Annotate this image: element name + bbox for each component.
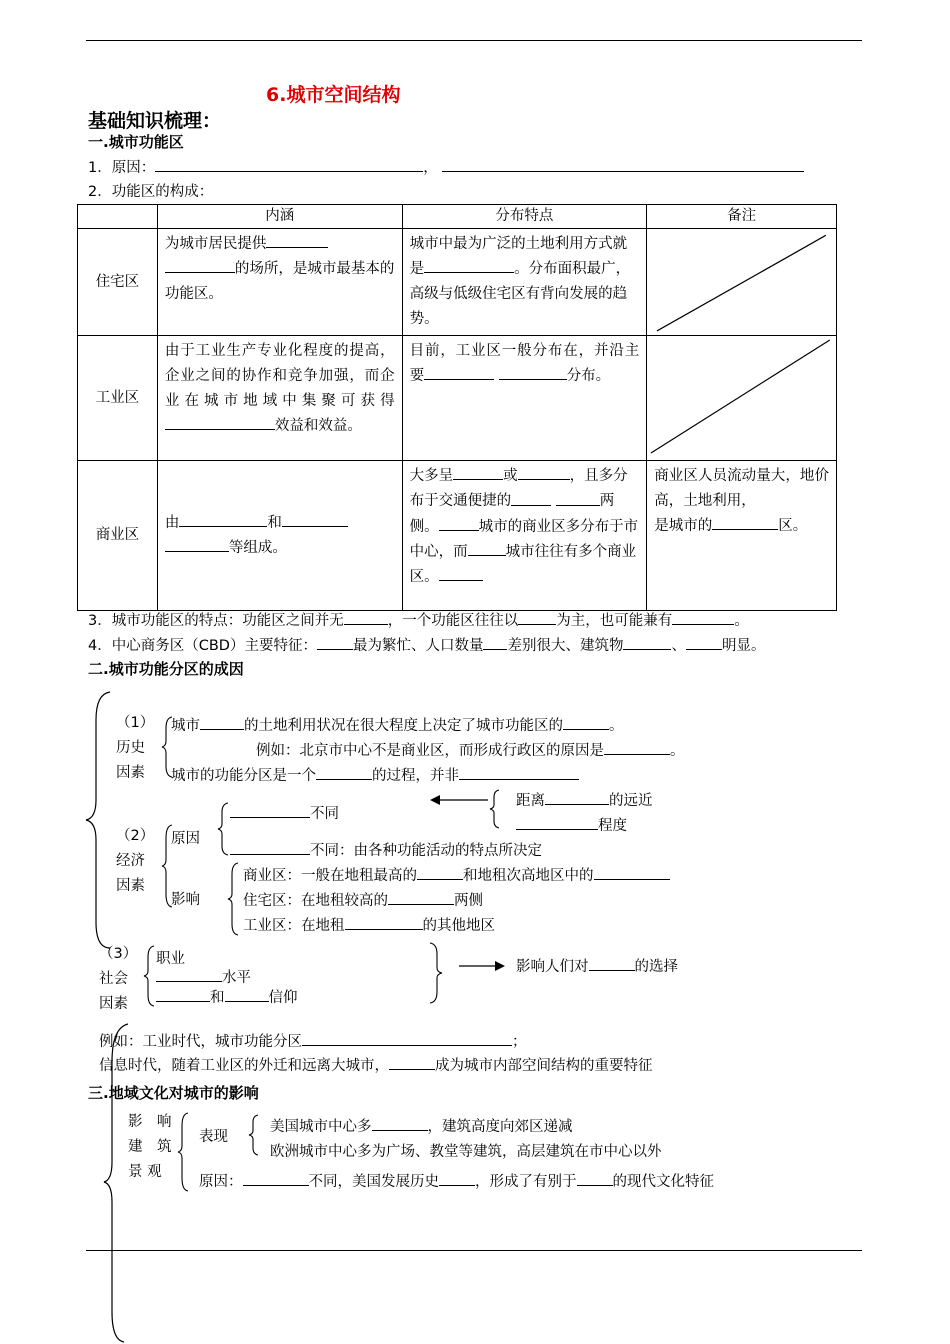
performance-brace <box>248 1114 260 1156</box>
cell-note-crossed <box>647 229 837 336</box>
social-factor-label: （3） 社会 因素 <box>99 946 138 1012</box>
blank[interactable] <box>225 986 269 1002</box>
blank[interactable] <box>165 536 229 552</box>
table-header: 分布特点 <box>402 205 647 229</box>
blank[interactable] <box>623 634 671 650</box>
table-row <box>78 461 837 611</box>
economic-factor-label: （2） 经济 因素 <box>116 828 155 894</box>
blank[interactable] <box>230 839 310 855</box>
social-effect: 影响人们对 的选择 <box>516 955 678 976</box>
blank[interactable] <box>165 257 235 273</box>
social-brace <box>144 945 156 1007</box>
page-title: 6.城市空间结构 <box>266 84 401 106</box>
blank[interactable] <box>516 814 598 830</box>
blank[interactable] <box>439 515 479 531</box>
cell-distribution: 城市中最为广泛的土地利用方式就是 。分布面积最广，高级与低级住宅区有背向发展的趋势。 <box>402 229 647 336</box>
blank[interactable] <box>453 464 503 480</box>
cell-connotation: 为城市居民提供 的场所，是城市最基本的功能区。 <box>157 229 402 336</box>
blank[interactable] <box>389 1054 435 1070</box>
distance-line-2: 程度 <box>516 814 627 835</box>
blank[interactable] <box>577 1170 613 1186</box>
distance-brace <box>489 789 501 829</box>
blank[interactable] <box>594 864 670 880</box>
bottom-rule <box>86 1250 862 1251</box>
table-row <box>78 336 837 461</box>
blank[interactable] <box>499 364 567 380</box>
blank[interactable] <box>417 864 463 880</box>
q1-sep: ， <box>423 160 438 177</box>
performance-line-1: 美国城市中心多 ，建筑高度向郊区递减 <box>270 1115 573 1136</box>
reason-line-1: 不同 <box>230 802 339 823</box>
row-name: 工业区 <box>78 336 158 461</box>
blank[interactable] <box>230 802 310 818</box>
architecture-brace <box>178 1112 190 1192</box>
blank[interactable] <box>345 914 423 930</box>
blank[interactable] <box>483 634 507 650</box>
cell-distribution: 大多呈 或 ，且多分布于交通便捷的 两侧。 城市的商业区多分布于市中心，而 城市往往有多个商业区。 <box>402 461 647 611</box>
blank[interactable] <box>459 764 579 780</box>
architecture-label: 影 响 建 筑 景 观 <box>128 1114 172 1180</box>
history-line-3: 城市的功能分区是一个 的过程，并非 <box>171 764 579 785</box>
economic-influence-label: 影响 <box>171 892 200 908</box>
table-header: 备注 <box>647 205 837 229</box>
blank[interactable] <box>344 609 388 625</box>
question-4: 4．中心商务区（CBD）主要特征： 最为繁忙、人口数量 差别很大、建筑物 、 明显。 <box>88 634 765 655</box>
blank[interactable] <box>200 714 244 730</box>
blank[interactable] <box>556 489 600 505</box>
big-brace-left <box>84 690 114 950</box>
question-2: 2．功能区的构成： <box>88 184 214 200</box>
table-header: 内涵 <box>157 205 402 229</box>
blank[interactable] <box>372 1115 428 1131</box>
blank[interactable] <box>388 889 454 905</box>
blank[interactable] <box>424 257 514 273</box>
economic-reason-label: 原因 <box>171 831 200 847</box>
example-line-1: 例如：工业时代，城市功能分区 ； <box>99 1030 527 1051</box>
row-name: 住宅区 <box>78 229 158 336</box>
influence-line-1: 商业区：一般在地租最高的 和地租次高地区中的 <box>243 864 670 885</box>
blank[interactable] <box>282 511 348 527</box>
arrow-left-icon <box>430 794 490 806</box>
social-right-brace <box>428 942 444 1004</box>
distance-line-1: 距离 的远近 <box>516 789 653 810</box>
blank[interactable] <box>518 464 570 480</box>
history-line-2: 例如：北京市中心不是商业区，而形成行政区的原因是 。 <box>256 739 685 760</box>
blank[interactable] <box>442 156 804 172</box>
table-header <box>78 205 158 229</box>
blank[interactable] <box>155 156 423 172</box>
question-1 <box>88 156 804 177</box>
blank[interactable] <box>316 764 372 780</box>
row-name: 商业区 <box>78 461 158 611</box>
social-line-3: 和 信仰 <box>156 986 298 1007</box>
q1-label: 1．原因： <box>88 160 156 177</box>
blank[interactable] <box>672 609 734 625</box>
blank[interactable] <box>589 955 635 971</box>
section-2-title: 二.城市功能分区的成因 <box>88 660 244 678</box>
reason-brace <box>218 802 230 856</box>
cell-connotation: 由 和 等组成。 <box>157 461 402 611</box>
performance-line-2: 欧洲城市中心多为广场、教堂等建筑，高层建筑在市中心以外 <box>270 1144 662 1160</box>
blank[interactable] <box>424 364 494 380</box>
blank[interactable] <box>545 789 609 805</box>
blank[interactable] <box>179 511 267 527</box>
section-3-title: 三.地域文化对城市的影响 <box>88 1084 259 1102</box>
function-zone-table <box>77 204 837 611</box>
history-factor-label: （1） 历史 因素 <box>116 715 155 781</box>
blank[interactable] <box>165 414 275 430</box>
blank[interactable] <box>156 986 210 1002</box>
blank[interactable] <box>439 1170 475 1186</box>
history-line-1: 城市 的土地利用状况在很大程度上决定了城市功能区的 。 <box>171 714 624 735</box>
social-line-1: 职业 <box>156 951 185 967</box>
influence-brace <box>228 862 240 936</box>
blank[interactable] <box>302 1030 512 1046</box>
blank[interactable] <box>518 609 556 625</box>
blank[interactable] <box>266 232 328 248</box>
example-line-2: 信息时代，随着工业区的外迁和远离大城市， 成为城市内部空间结构的重要特征 <box>99 1054 653 1075</box>
reason-line-2: 不同：由各种功能活动的特点所决定 <box>230 839 542 860</box>
cell-note: 商业区人员流动量大，地价高，土地利用， 是城市的 区。 <box>647 461 837 611</box>
reason-line: 原因： 不同，美国发展历史 ，形成了有别于 的现代文化特征 <box>199 1170 714 1191</box>
blank[interactable] <box>511 489 551 505</box>
performance-label: 表现 <box>199 1129 228 1145</box>
table-header-row <box>78 205 837 229</box>
cell-note-crossed <box>647 336 837 461</box>
question-3: 3．城市功能区的特点：功能区之间并无 ，一个功能区往往以 为主，也可能兼有 。 <box>88 609 749 630</box>
cell-connotation: 由于工业生产专业化程度的提高，企业之间的协作和竞争加强，而企业在城市地域中集聚可获得效益和效益。 <box>157 336 402 461</box>
influence-line-2: 住宅区：在地租较高的 两侧 <box>243 889 483 910</box>
section-1-title: 一.城市功能区 <box>88 133 184 151</box>
blank[interactable] <box>468 540 506 556</box>
cell-distribution: 目前，工业区一般分布在，并沿主要 分布。 <box>402 336 647 461</box>
blank[interactable] <box>156 966 222 982</box>
blank[interactable] <box>604 739 670 755</box>
top-rule <box>86 40 862 41</box>
blank[interactable] <box>563 714 609 730</box>
blank[interactable] <box>317 634 353 650</box>
section-heading: 基础知识梳理： <box>88 110 222 132</box>
blank[interactable] <box>712 514 778 530</box>
table-row <box>78 229 837 336</box>
blank[interactable] <box>439 565 483 581</box>
arrow-right-icon <box>459 960 505 972</box>
blank[interactable] <box>686 634 722 650</box>
social-line-2: 水平 <box>156 966 251 987</box>
blank[interactable] <box>243 1170 309 1186</box>
influence-line-3: 工业区：在地租 的其他地区 <box>243 914 495 935</box>
